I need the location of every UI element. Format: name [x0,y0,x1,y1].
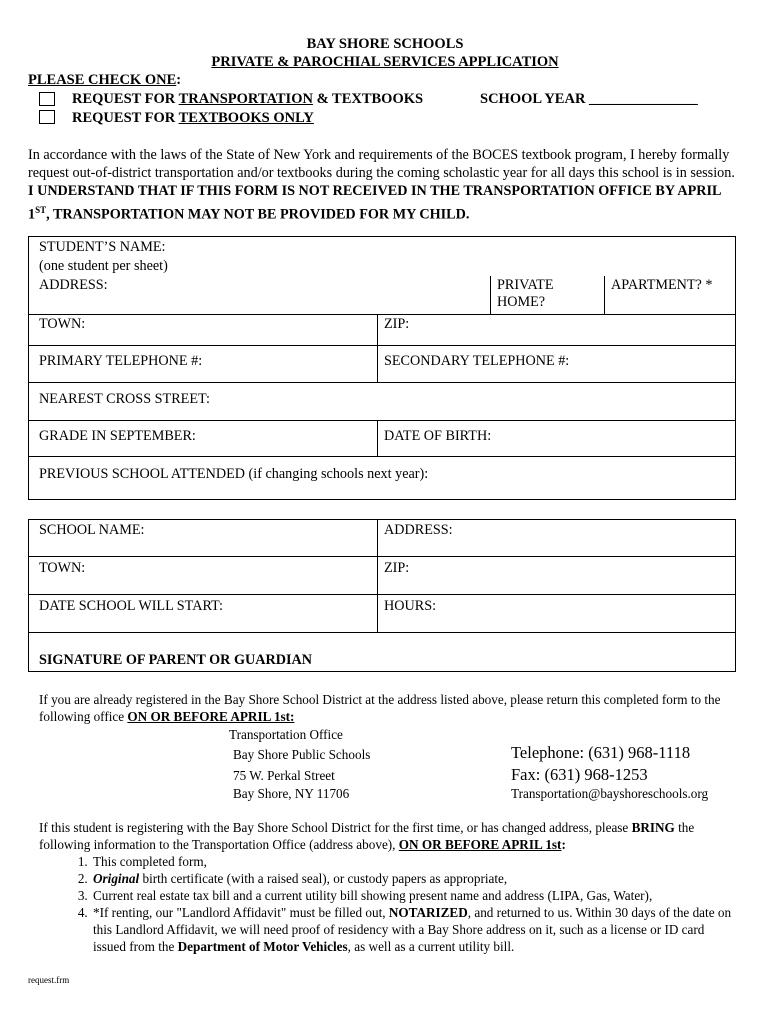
intro-paragraph: In accordance with the laws of the State of New York and requirements of the BOCES textbook program, I hereby formally request out-of-district transportation and/or textbooks during the coming scholastic year for all days this school is in session. I UNDERSTAND THAT IF THIS FORM IS NOT RECEIVED IN THE TRANSPORTATION OFFICE BY APRIL 1ST, TRANSPORTATION MAY NOT BE PROVIDED FOR MY CHILD. [28,147,735,223]
office-telephone: Telephone: (631) 968-1118 [511,743,691,762]
school-address-field[interactable]: ADDRESS: [384,522,453,538]
school-name-field[interactable]: SCHOOL NAME: [39,522,145,538]
secondary-telephone-field[interactable]: SECONDARY TELEPHONE #: [384,353,570,369]
private-home-field[interactable]: PRIVATE HOME? [497,277,554,310]
divider [29,382,735,383]
office-line3: Bay Shore, NY 11706 [233,786,350,801]
date-school-start-field[interactable]: DATE SCHOOL WILL START: [39,598,223,614]
apartment-field[interactable]: APARTMENT? * [611,277,713,293]
form-title: BAY SHORE SCHOOLS [306,36,464,52]
list-item: 3. Current real estate tax bill and a current utility bill showing present name and address (LIPA, Gas, Water), [91,887,739,904]
option-textbooks-only: REQUEST FOR TEXTBOOKS ONLY [72,110,314,126]
cross-street-field[interactable]: NEAREST CROSS STREET: [39,391,210,407]
footer-filename: request.frm [28,975,70,985]
office-line2: 75 W. Perkal Street [233,768,335,783]
town-field[interactable]: TOWN: [39,316,86,332]
check-one-label: PLEASE CHECK ONE: [28,72,182,88]
school-info-box [28,519,736,672]
textbooks-only-checkbox[interactable] [39,110,55,124]
registered-paragraph: If you are already registered in the Bay Shore School District at the address listed above, please return this completed form to the following office ON OR BEFORE APRIL 1st: [39,692,721,724]
new-registration-paragraph: If this student is registering with the Bay Shore School District for the first time, or has changed address, please BRING the following information to the Transportation Office (address above), ON OR BEFORE APRIL 1st: [39,820,695,852]
divider [29,456,735,457]
divider [377,519,378,632]
divider [377,314,378,382]
divider [490,276,491,314]
student-name-field[interactable]: STUDENT’S NAME: [39,239,166,255]
divider [377,420,378,456]
option-transportation-textbooks: REQUEST FOR TRANSPORTATION & TEXTBOOKS [72,91,424,107]
primary-telephone-field[interactable]: PRIMARY TELEPHONE #: [39,353,203,369]
divider [29,594,735,595]
one-student-note: (one student per sheet) [39,258,168,274]
office-fax: Fax: (631) 968-1253 [511,765,648,784]
school-town-field[interactable]: TOWN: [39,560,86,576]
transportation-textbooks-checkbox[interactable] [39,92,55,106]
divider [29,420,735,421]
signature-field[interactable]: SIGNATURE OF PARENT OR GUARDIAN [39,652,312,668]
divider [29,556,735,557]
address-field[interactable]: ADDRESS: [39,277,108,293]
list-item: 2. Original birth certificate (with a raised seal), or custody papers as appropriate, [91,870,739,887]
zip-field[interactable]: ZIP: [384,316,410,332]
divider [29,632,735,633]
office-email[interactable]: Transportation@bayshoreschools.org [511,786,709,801]
previous-school-field[interactable]: PREVIOUS SCHOOL ATTENDED (if changing schools next year): [39,466,429,482]
office-name: Transportation Office [229,727,343,742]
school-year-field[interactable]: SCHOOL YEAR _______________ [480,91,698,107]
divider [29,314,735,315]
school-zip-field[interactable]: ZIP: [384,560,410,576]
form-subtitle: PRIVATE & PAROCHIAL SERVICES APPLICATION [211,54,559,70]
list-item: 1. This completed form, [91,853,739,870]
office-line1: Bay Shore Public Schools [233,747,371,762]
divider [604,276,605,314]
requirements-list [39,853,739,955]
divider [29,345,735,346]
list-item: 4. *If renting, our "Landlord Affidavit" must be filled out, NOTARIZED, and returned to us. Within 30 days of the date on this Landlord Affidavit, we will need proof of residency with a Bay Shore address on it, such as a license or ID card issued from the Department of Motor Vehicles, as well as a current utility bill. [91,904,739,955]
date-of-birth-field[interactable]: DATE OF BIRTH: [384,428,492,444]
grade-field[interactable]: GRADE IN SEPTEMBER: [39,428,196,444]
hours-field[interactable]: HOURS: [384,598,437,614]
